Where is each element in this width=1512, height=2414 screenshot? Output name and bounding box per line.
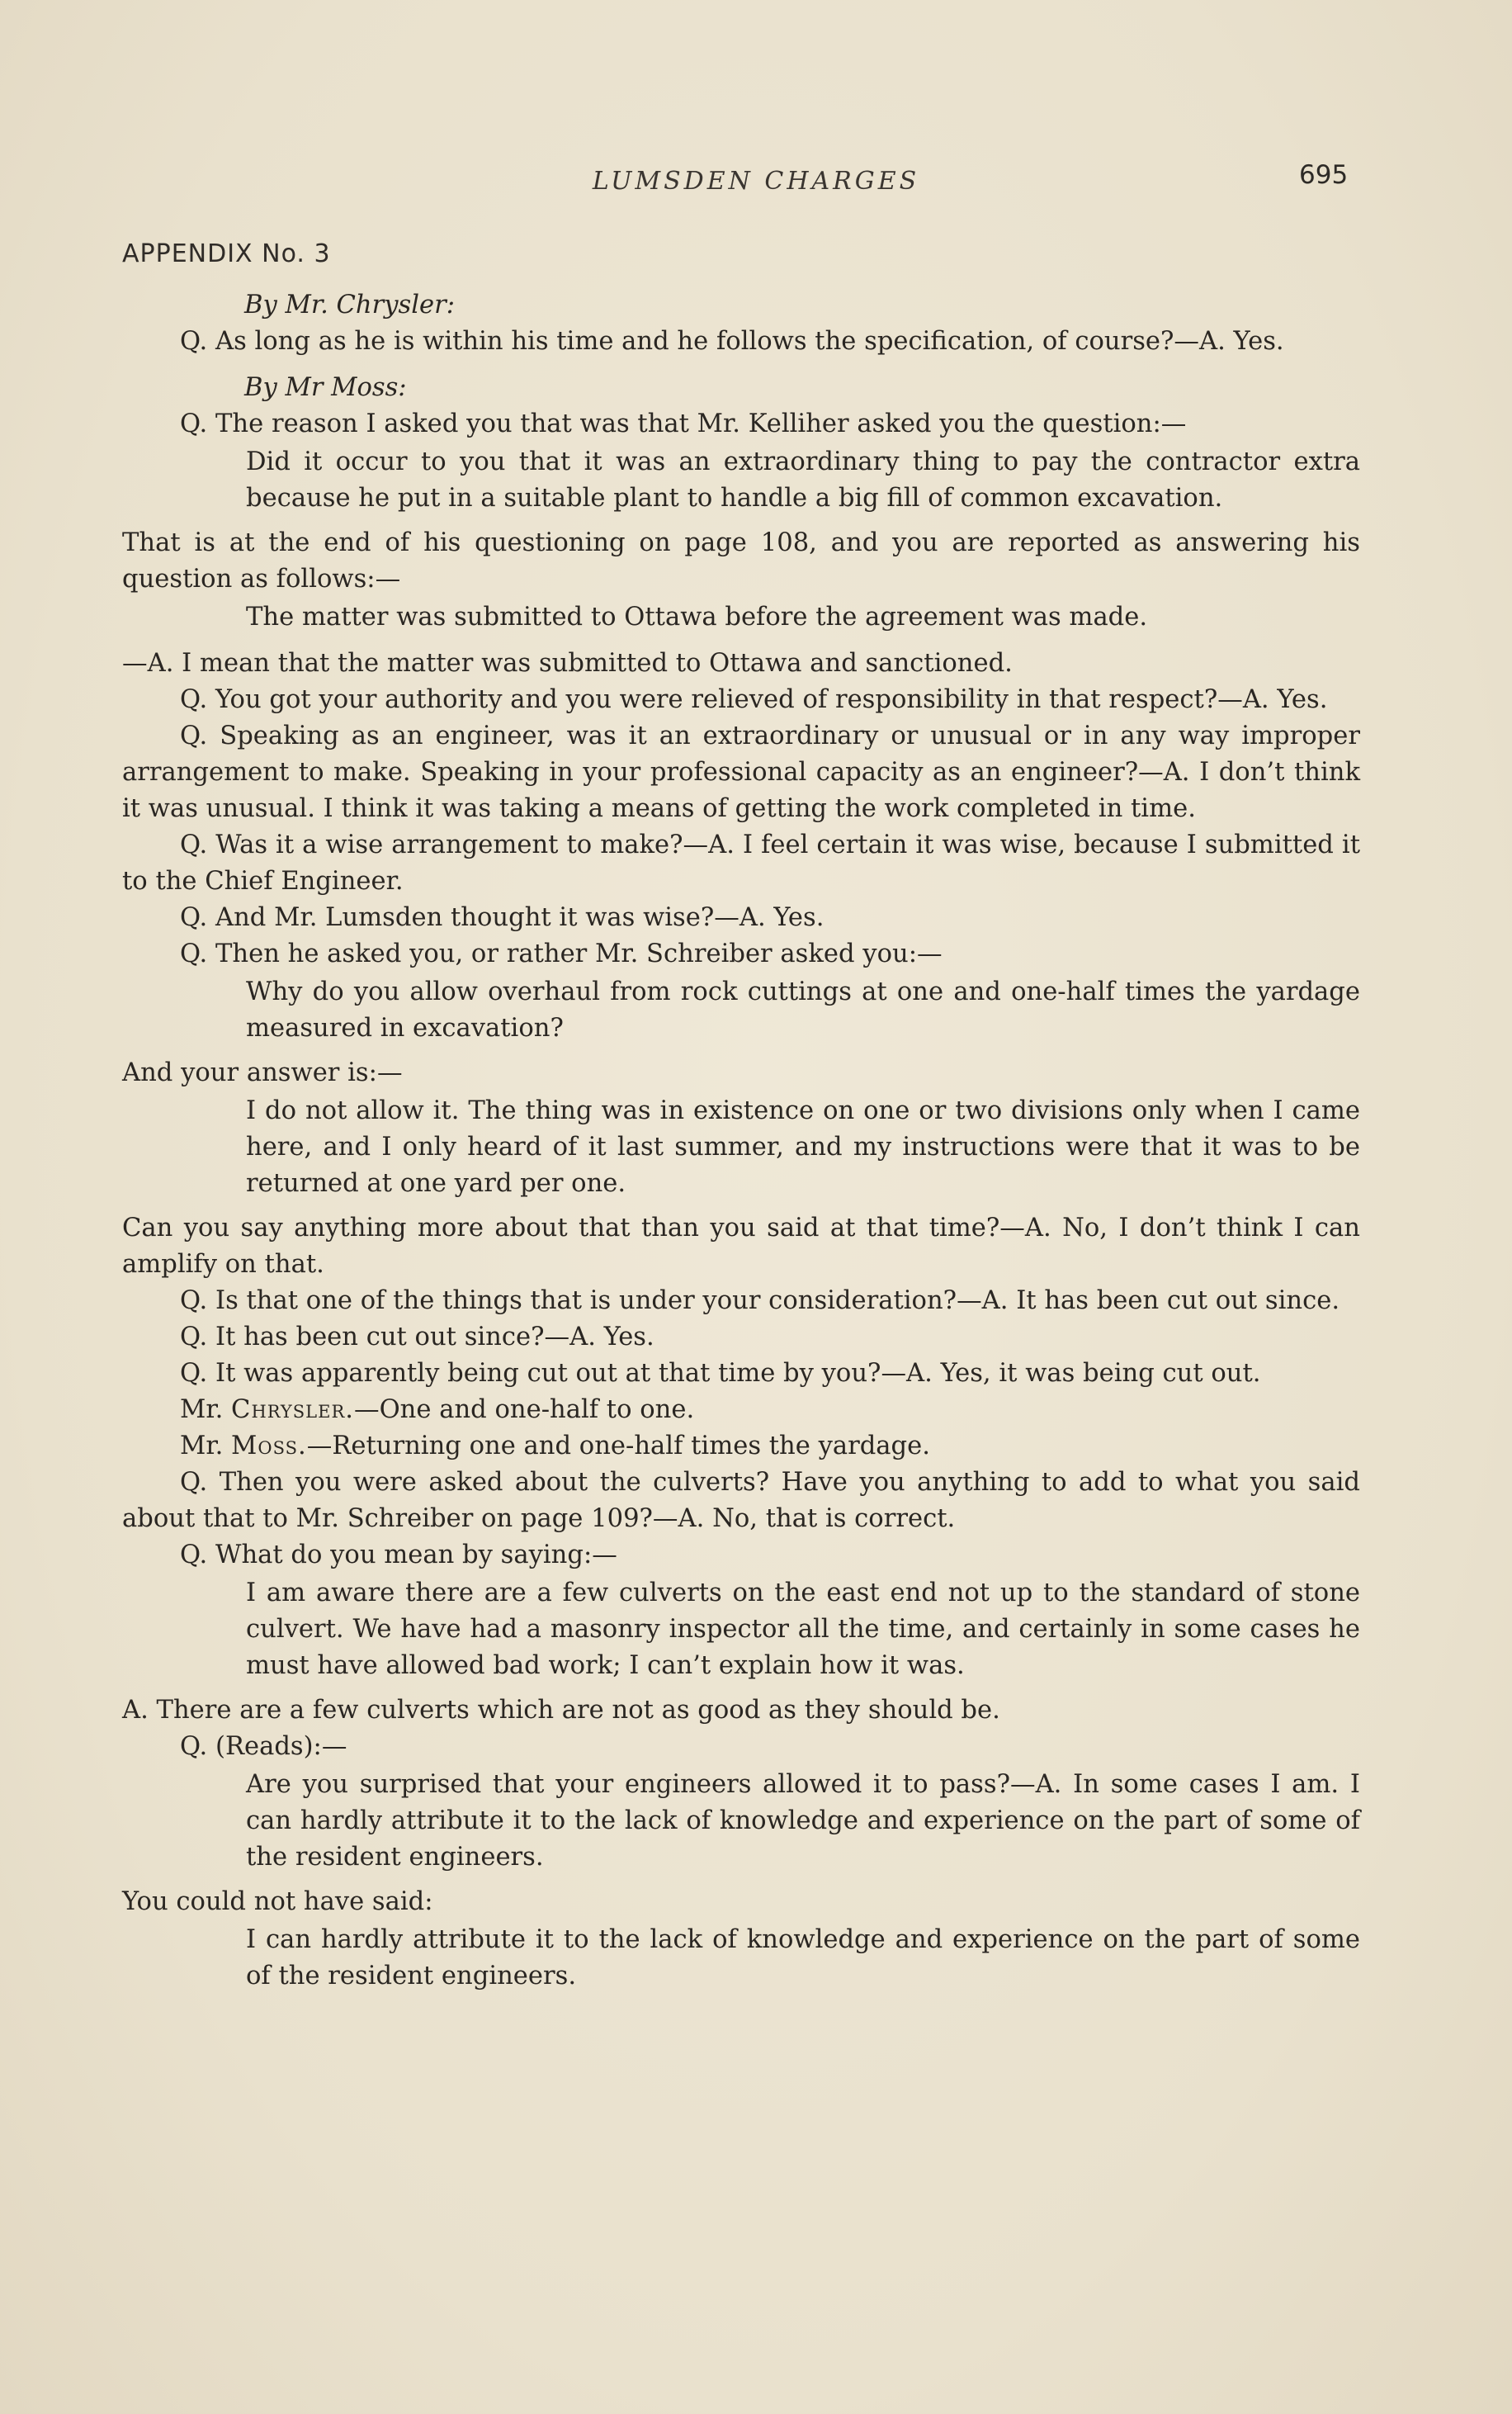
question-paragraph: Q. It has been cut out since?—A. Yes.: [180, 1323, 654, 1351]
page-number: 695: [1299, 160, 1349, 190]
quoted-passage: The matter was submitted to Ottawa before the agreement was made.: [246, 603, 1148, 632]
question-paragraph: Q. The reason I asked you that was that Mr. Kelliher asked you the question:—: [180, 409, 1187, 438]
question-paragraph: Q. (Reads):—: [180, 1732, 347, 1761]
quoted-passage: I am aware there are a few culverts on the east end not up to the standard of stone culvert. We have had a masonry inspector all the time, and certainly in some cases he must have allowed bad work; I can’t explain how it was.: [246, 1579, 1360, 1680]
speaker-statement: —One and one-half to one.: [354, 1395, 695, 1424]
appendix-label: APPENDIX No. 3: [122, 239, 331, 268]
speaker-name: Moss.: [231, 1432, 307, 1460]
running-header: LUMSDEN CHARGES: [592, 167, 920, 196]
document-body: [122, 281, 1360, 2003]
question-paragraph: Q. As long as he is within his time and he follows the specification, of course?—A. Yes.: [180, 327, 1284, 356]
speaker-line: [122, 1392, 1360, 1428]
question-paragraph: Q. Was it a wise arrangement to make?—A. I feel certain it was wise, because I submitted it to the Chief Engineer.: [122, 831, 1360, 896]
quoted-passage: I can hardly attribute it to the lack of knowledge and experience on the part of some of the resident engineers.: [246, 1925, 1360, 1990]
quoted-passage: I do not allow it. The thing was in existence on one or two divisions only when I came here, and I only heard of it last summer, and my instructions were that it was to be returned at one yard per one.: [246, 1096, 1360, 1198]
question-paragraph: Q. It was apparently being cut out at that time by you?—A. Yes, it was being cut out.: [180, 1359, 1261, 1388]
question-paragraph: Q. You got your authority and you were relieved of responsibility in that respect?—A. Yes.: [180, 685, 1328, 714]
question-paragraph: Q. Then you were asked about the culverts? Have you anything to add to what you said about that to Mr. Schreiber on page 109?—A. No, that is correct.: [122, 1468, 1360, 1533]
text-paragraph: Can you say anything more about that than you said at that time?—A. No, I don’t think I can amplify on that.: [122, 1214, 1360, 1279]
text-paragraph: That is at the end of his questioning on page 108, and you are reported as answering his question as follows:—: [122, 528, 1360, 594]
speaker-heading: By Mr. Chrysler:: [244, 291, 456, 320]
answer-paragraph: —A. I mean that the matter was submitted to Ottawa and sanctioned.: [122, 649, 1013, 678]
speaker-heading: By Mr Moss:: [244, 373, 407, 402]
question-paragraph: Q. Then he asked you, or rather Mr. Schreiber asked you:—: [180, 940, 943, 968]
text-paragraph: And your answer is:—: [122, 1058, 403, 1087]
quoted-passage: Are you surprised that your engineers allowed it to pass?—A. In some cases I am. I can hardly attribute it to the lack of knowledge and experience on the part of some of the resident engineers.: [246, 1770, 1360, 1872]
question-paragraph: Q. Speaking as an engineer, was it an extraordinary or unusual or in any way improper arrangement to make. Speaking in your professional capacity as an engineer?—A. I don’t think it was unusual. I think it was taking a means of getting the work completed in time.: [122, 722, 1360, 823]
question-paragraph: Q. And Mr. Lumsden thought it was wise?—A. Yes.: [180, 903, 825, 932]
question-paragraph: Q. What do you mean by saying:—: [180, 1541, 617, 1569]
speaker-statement: —Returning one and one-half times the yardage.: [306, 1432, 930, 1460]
quoted-passage: Did it occur to you that it was an extraordinary thing to pay the contractor extra because he put in a suitable plant to handle a big fill of common excavation.: [246, 447, 1360, 513]
quoted-passage: Why do you allow overhaul from rock cuttings at one and one-half times the yardage measured in excavation?: [246, 977, 1360, 1043]
text-paragraph: You could not have said:: [122, 1887, 433, 1916]
speaker-title: Mr.: [180, 1395, 232, 1424]
question-paragraph: Q. Is that one of the things that is under your consideration?—A. It has been cut out since.: [180, 1286, 1340, 1315]
speaker-name: Chrysler.: [231, 1395, 354, 1424]
speaker-title: Mr.: [180, 1432, 232, 1460]
answer-paragraph: A. There are a few culverts which are not as good as they should be.: [122, 1696, 1000, 1725]
speaker-line: [122, 1428, 1360, 1465]
